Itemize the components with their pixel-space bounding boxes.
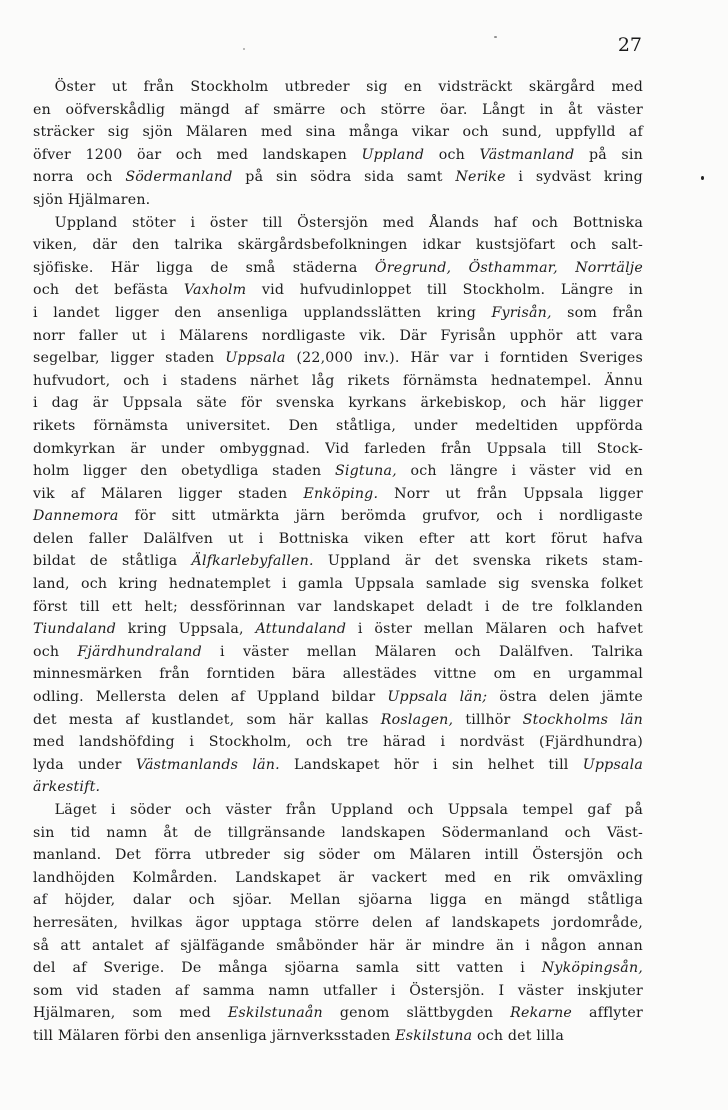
italic-place-name: Södermanland	[125, 169, 233, 186]
text-run: holm ligger den obetydliga staden	[33, 463, 335, 480]
italic-place-name: Sigtuna,	[334, 463, 397, 480]
text-run: Läget i söder och väster från Uppland och Uppsala tempel gaf på	[33, 802, 643, 818]
text-run: segelbar, ligger staden	[33, 350, 226, 367]
text-line	[33, 1002, 643, 1025]
text-run: odling. Mellersta delen af Uppland bildar	[33, 689, 388, 706]
text-line	[33, 980, 643, 1003]
print-speck	[701, 176, 704, 180]
text-line	[33, 844, 643, 867]
text-run: bildat de ståtliga	[33, 553, 192, 570]
italic-place-name: Älfkarlebyfallen.	[191, 553, 314, 570]
italic-place-name: Nyköpingsån,	[541, 960, 643, 977]
text-run: och längre i väster vid en	[396, 463, 643, 480]
text-line	[33, 528, 643, 551]
text-line	[33, 686, 643, 709]
page-number: 27	[617, 34, 642, 56]
text-run: som vid staden af samma namn utfaller i Östersjön. I väster inskjuter	[33, 982, 643, 999]
italic-place-name: ärkestift.	[33, 779, 101, 796]
italic-place-name: Uppland	[361, 146, 425, 163]
text-line	[33, 279, 643, 302]
text-run: på sin	[574, 146, 643, 163]
italic-place-name: Västmanlands län.	[135, 756, 280, 773]
text-line	[33, 573, 643, 596]
text-run: Landskapet hör i sin helhet till	[279, 756, 583, 773]
text-line	[33, 189, 643, 212]
text-line	[33, 867, 643, 890]
text-line	[33, 302, 643, 325]
italic-place-name: Uppsala län;	[387, 689, 488, 706]
text-line	[33, 1025, 643, 1048]
italic-place-name: Öregrund,	[374, 259, 452, 276]
text-run: så att antalet af själfägande småbönder här är mindre än i någon annan	[33, 937, 643, 954]
text-line	[33, 505, 643, 528]
text-line	[33, 347, 643, 370]
italic-place-name: Stockholms län	[522, 711, 643, 728]
text-run: minnesmärken från forntiden bära allestädes vittne om en urgammal	[33, 666, 643, 683]
text-run: norr faller ut i Mälarens nordligaste vik. Där Fyrisån upphör att vara	[33, 327, 643, 344]
text-run: kring Uppsala,	[116, 621, 256, 638]
text-line	[33, 709, 643, 732]
text-run: vik af Mälaren ligger staden	[33, 485, 304, 502]
italic-place-name: Västmanland	[479, 146, 575, 163]
text-line	[33, 76, 643, 99]
text-line	[33, 257, 643, 280]
text-line	[33, 935, 643, 958]
text-run: lyda under	[33, 756, 136, 773]
text-line	[33, 234, 643, 257]
text-run: i dag är Uppsala säte för svenska kyrkans ärkebiskop, och här ligger	[33, 395, 643, 412]
italic-place-name: Nerike	[455, 169, 506, 186]
text-run: viken, där den talrika skärgårdsbefolkningen idkar kustsjöfart och salt-	[33, 237, 643, 254]
text-run: och det lilla	[472, 1027, 564, 1044]
text-line	[33, 144, 643, 167]
text-run: öfver 1200 öar och med landskapen	[33, 146, 362, 163]
text-run: (22,000 inv.). Här var i forntiden Sveriges	[285, 350, 643, 367]
text-run: i väster mellan Mälaren och Dalälfven. Talrika	[201, 643, 643, 660]
text-run: land, och kring hednatemplet i gamla Uppsala samlade sig svenska folket	[33, 576, 643, 593]
text-run: afflyter	[572, 1005, 643, 1022]
text-run: hufvudort, och i stadens närhet låg rikets förnämsta hednatempel. Ännu	[33, 372, 643, 389]
text-line	[33, 392, 643, 415]
text-line	[33, 663, 643, 686]
text-line	[33, 912, 643, 935]
text-run: sin tid namn åt de tillgränsande landskapen Södermanland och Väst-	[33, 824, 643, 841]
italic-place-name: Uppsala	[225, 350, 286, 367]
italic-place-name: Attundaland	[255, 621, 347, 638]
text-line	[33, 212, 643, 235]
text-line	[33, 754, 643, 777]
text-run: genom slättbygden	[322, 1005, 511, 1022]
print-speck	[494, 36, 497, 38]
italic-place-name: Fyrisån,	[491, 304, 552, 321]
text-run: en oöfverskådlig mängd af smärre och större öar. Långt in åt väster	[33, 101, 643, 118]
text-run: domkyrkan är under ombyggnad. Vid farleden från Uppsala till Stock-	[33, 440, 643, 457]
text-line	[33, 822, 643, 845]
text-run: Uppland stöter i öster till Östersjön med Ålands haf och Bottniska	[33, 214, 643, 231]
body-text	[33, 76, 643, 1048]
text-line	[33, 596, 643, 619]
text-run: del af Sverige. De många sjöarna samla sitt vatten i	[33, 960, 542, 977]
text-run: i landet ligger den ansenliga upplandsslätten kring	[33, 304, 492, 321]
text-line	[33, 99, 643, 122]
text-line	[33, 776, 643, 799]
text-run: och	[424, 146, 480, 163]
italic-place-name: Östhammar,	[468, 259, 558, 276]
text-run: Hjälmaren, som med	[33, 1005, 228, 1022]
italic-place-name: Fjärdhundraland	[77, 643, 202, 660]
text-line	[33, 799, 643, 822]
text-line	[33, 641, 643, 664]
text-run: Uppland är det svenska rikets stam-	[313, 553, 643, 570]
text-line	[33, 370, 643, 393]
text-line	[33, 889, 643, 912]
text-run: manland. Det förra utbreder sig söder om Mälaren intill Östersjön och	[33, 847, 643, 864]
text-run: sjöfiske. Här ligga de små städerna	[33, 259, 375, 276]
text-run: först till ett helt; dessförinnan var landskapet deladt i de tre folklanden	[33, 598, 643, 615]
text-run	[558, 260, 575, 276]
text-run: Öster ut från Stockholm utbreder sig en vidsträckt skärgård med	[33, 79, 643, 95]
text-line	[33, 731, 643, 754]
text-run: tillhör	[453, 711, 523, 728]
italic-place-name: Dannemora	[33, 508, 119, 525]
text-line	[33, 460, 643, 483]
italic-place-name: Rekarne	[510, 1005, 573, 1022]
text-run: norra och	[33, 169, 126, 186]
text-run: på sin södra sida samt	[232, 169, 456, 186]
text-line	[33, 415, 643, 438]
text-run: och det befästa	[33, 282, 184, 299]
text-run	[451, 260, 468, 276]
text-run: med landshöfding i Stockholm, och tre härad i nordväst (Fjärdhundra)	[33, 734, 643, 751]
text-run: som från	[551, 304, 643, 321]
italic-place-name: Norrtälje	[575, 259, 643, 276]
text-run: sträcker sig sjön Mälaren med sina många vikar och sund, uppfylld af	[33, 124, 643, 141]
text-run: vid hufvudinloppet till Stockholm. Längre in	[246, 282, 643, 299]
print-speck	[243, 48, 245, 50]
text-run: i öster mellan Mälaren och hafvet	[346, 621, 644, 638]
text-run: och	[33, 643, 78, 660]
text-run: Norr ut från Uppsala ligger	[378, 485, 643, 502]
italic-place-name: Eskilstunaån	[227, 1005, 323, 1022]
text-line	[33, 550, 643, 573]
italic-place-name: Uppsala	[582, 756, 643, 773]
text-run: östra delen jämte	[487, 689, 643, 706]
italic-place-name: Eskilstuna	[395, 1027, 473, 1044]
text-run: af höjder, dalar och sjöar. Mellan sjöarna ligga en mängd ståtliga	[33, 892, 643, 909]
text-line	[33, 166, 643, 189]
text-line	[33, 957, 643, 980]
text-line	[33, 618, 643, 641]
italic-place-name: Tiundaland	[33, 621, 117, 638]
text-line	[33, 483, 643, 506]
text-run: i sydväst kring	[505, 169, 643, 186]
italic-place-name: Roslagen,	[380, 711, 454, 728]
italic-place-name: Enköping.	[303, 485, 379, 502]
text-line	[33, 325, 643, 348]
text-line	[33, 121, 643, 144]
text-run: landhöjden Kolmården. Landskapet är vackert med en rik omväxling	[33, 869, 643, 886]
text-line	[33, 438, 643, 461]
text-run: rikets förnämsta universitet. Den ståtliga, under medeltiden uppförda	[33, 417, 643, 434]
text-run: det mesta af kustlandet, som här kallas	[33, 711, 381, 728]
italic-place-name: Vaxholm	[183, 282, 247, 299]
text-run: sjön Hjälmaren.	[33, 191, 151, 208]
text-run: delen faller Dalälfven ut i Bottniska viken efter att kort förut hafva	[33, 530, 643, 547]
text-run: för sitt utmärkta järn berömda grufvor, och i nordligaste	[118, 508, 643, 525]
text-run: till Mälaren förbi den ansenliga järnverksstaden	[33, 1027, 396, 1044]
text-run: herresäten, hvilkas ägor upptaga större delen af landskapets jordområde,	[33, 914, 643, 931]
